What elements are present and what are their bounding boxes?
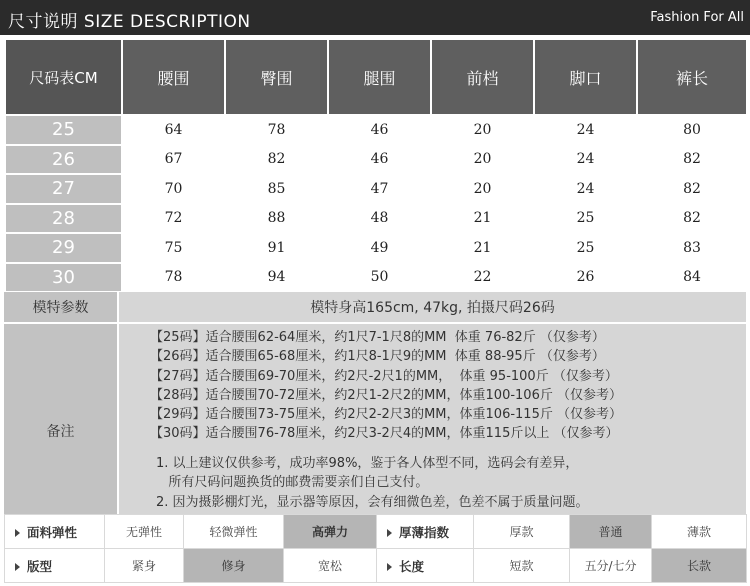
attribute-label bbox=[377, 549, 474, 583]
size-cell: 29 bbox=[5, 233, 122, 263]
leg-opening-cell: 25 bbox=[534, 233, 637, 263]
triangle-right-icon bbox=[387, 529, 392, 537]
size-row bbox=[5, 204, 747, 234]
thigh-cell: 49 bbox=[328, 233, 431, 263]
attribute-option: 宽松 bbox=[284, 549, 377, 583]
length-cell: 83 bbox=[637, 233, 747, 263]
length-cell: 82 bbox=[637, 204, 747, 234]
model-label: 模特参数 bbox=[4, 292, 119, 324]
waist-cell: 70 bbox=[122, 174, 225, 204]
tip-line: 2. 因为摄影棚灯光，显示器等原因，会有细微色差，色差不属于质量问题。 bbox=[156, 494, 589, 510]
attributes-table bbox=[4, 514, 747, 583]
length-cell: 84 bbox=[637, 263, 747, 293]
waist-cell: 67 bbox=[122, 145, 225, 175]
length-cell: 80 bbox=[637, 115, 747, 145]
notes-content bbox=[119, 324, 746, 540]
attribute-label-text: 版型 bbox=[27, 558, 53, 574]
attribute-option: 薄款 bbox=[652, 515, 747, 549]
info-section bbox=[4, 292, 746, 540]
attribute-label-text: 面料弹性 bbox=[27, 524, 78, 540]
attribute-option: 短款 bbox=[474, 549, 570, 583]
waist-cell: 64 bbox=[122, 115, 225, 145]
tip-line: 所有尺码问题换货的邮费需要亲们自己支付。 bbox=[156, 475, 429, 491]
waist-cell: 78 bbox=[122, 263, 225, 293]
attribute-option: 紧身 bbox=[105, 549, 184, 583]
attribute-option: 厚款 bbox=[474, 515, 570, 549]
leg-opening-cell: 26 bbox=[534, 263, 637, 293]
size-chart-body bbox=[5, 115, 747, 292]
col-header-length: 裤长 bbox=[637, 39, 747, 115]
attribute-label bbox=[5, 549, 105, 583]
col-header-waist: 腰围 bbox=[122, 39, 225, 115]
size-chart-header-row bbox=[5, 39, 747, 115]
size-cell: 28 bbox=[5, 204, 122, 234]
waist-cell: 75 bbox=[122, 233, 225, 263]
note-line: 【30码】适合腰围76-78厘米，约2尺3-2尺4的MM，体重115斤以上 （仅参考） bbox=[150, 426, 619, 442]
size-cell: 27 bbox=[5, 174, 122, 204]
notes-row bbox=[4, 324, 746, 540]
section-title: 尺寸说明 SIZE DESCRIPTION bbox=[8, 12, 251, 32]
tips bbox=[150, 454, 746, 513]
leg-opening-cell: 24 bbox=[534, 115, 637, 145]
attribute-option: 普通 bbox=[570, 515, 652, 549]
size-row bbox=[5, 174, 747, 204]
thigh-cell: 46 bbox=[328, 145, 431, 175]
attribute-option: 轻微弹性 bbox=[184, 515, 284, 549]
col-header-front-rise: 前档 bbox=[431, 39, 534, 115]
attribute-label bbox=[5, 515, 105, 549]
front-rise-cell: 21 bbox=[431, 233, 534, 263]
attribute-row bbox=[5, 515, 747, 549]
size-cell: 30 bbox=[5, 263, 122, 293]
size-row bbox=[5, 115, 747, 145]
header-bar bbox=[0, 0, 750, 35]
length-cell: 82 bbox=[637, 174, 747, 204]
size-chart-table bbox=[4, 38, 748, 293]
front-rise-cell: 20 bbox=[431, 115, 534, 145]
tip-line: 1. 以上建议仅供参考，成功率98%，鉴于各人体型不同，选码会有差异， bbox=[156, 455, 579, 471]
hip-cell: 88 bbox=[225, 204, 328, 234]
notes-label: 备注 bbox=[4, 324, 119, 540]
note-line: 【26码】适合腰围65-68厘米，约1尺8-1尺9的MM 体重 88-95斤 （仅参考） bbox=[150, 349, 605, 365]
length-cell: 82 bbox=[637, 145, 747, 175]
model-value: 模特身高165cm, 47kg, 拍摄尺码26码 bbox=[119, 292, 746, 324]
size-recommendations bbox=[150, 328, 746, 444]
attributes-body bbox=[5, 515, 747, 583]
front-rise-cell: 21 bbox=[431, 204, 534, 234]
triangle-right-icon bbox=[15, 529, 20, 537]
hip-cell: 85 bbox=[225, 174, 328, 204]
leg-opening-cell: 24 bbox=[534, 174, 637, 204]
model-row bbox=[4, 292, 746, 324]
waist-cell: 72 bbox=[122, 204, 225, 234]
attribute-option: 无弹性 bbox=[105, 515, 184, 549]
triangle-right-icon bbox=[15, 563, 20, 571]
attribute-option: 高弹力 bbox=[284, 515, 377, 549]
thigh-cell: 46 bbox=[328, 115, 431, 145]
hip-cell: 91 bbox=[225, 233, 328, 263]
leg-opening-cell: 24 bbox=[534, 145, 637, 175]
note-line: 【29码】适合腰围73-75厘米，约2尺2-2尺3的MM，体重106-115斤 （仅参考） bbox=[150, 407, 622, 423]
size-row bbox=[5, 233, 747, 263]
hip-cell: 78 bbox=[225, 115, 328, 145]
attribute-option: 五分/七分 bbox=[570, 549, 652, 583]
attribute-label-text: 长度 bbox=[399, 558, 425, 574]
col-header-thigh: 腿围 bbox=[328, 39, 431, 115]
thigh-cell: 47 bbox=[328, 174, 431, 204]
attribute-row bbox=[5, 549, 747, 583]
size-row bbox=[5, 263, 747, 293]
front-rise-cell: 22 bbox=[431, 263, 534, 293]
note-line: 【27码】适合腰围69-70厘米，约2尺-2尺1的MM， 体重 95-100斤 （仅参考） bbox=[150, 368, 618, 384]
thigh-cell: 48 bbox=[328, 204, 431, 234]
note-line: 【25码】适合腰围62-64厘米，约1尺7-1尺8的MM 体重 76-82斤 （仅参考） bbox=[150, 330, 605, 345]
front-rise-cell: 20 bbox=[431, 145, 534, 175]
col-header-size: 尺码表CM bbox=[5, 39, 122, 115]
hip-cell: 94 bbox=[225, 263, 328, 293]
brand-slogan: Fashion For All bbox=[650, 10, 744, 25]
attribute-option: 修身 bbox=[184, 549, 284, 583]
note-line: 【28码】适合腰围70-72厘米，约2尺1-2尺2的MM，体重100-106斤 （仅参考） bbox=[150, 387, 622, 403]
col-header-hip: 臀围 bbox=[225, 39, 328, 115]
size-row bbox=[5, 145, 747, 175]
col-header-leg-opening: 脚口 bbox=[534, 39, 637, 115]
attribute-label-text: 厚薄指数 bbox=[399, 524, 450, 540]
triangle-right-icon bbox=[387, 563, 392, 571]
hip-cell: 82 bbox=[225, 145, 328, 175]
leg-opening-cell: 25 bbox=[534, 204, 637, 234]
size-cell: 25 bbox=[5, 115, 122, 145]
attribute-option: 长款 bbox=[652, 549, 747, 583]
thigh-cell: 50 bbox=[328, 263, 431, 293]
size-cell: 26 bbox=[5, 145, 122, 175]
front-rise-cell: 20 bbox=[431, 174, 534, 204]
attribute-label bbox=[377, 515, 474, 549]
